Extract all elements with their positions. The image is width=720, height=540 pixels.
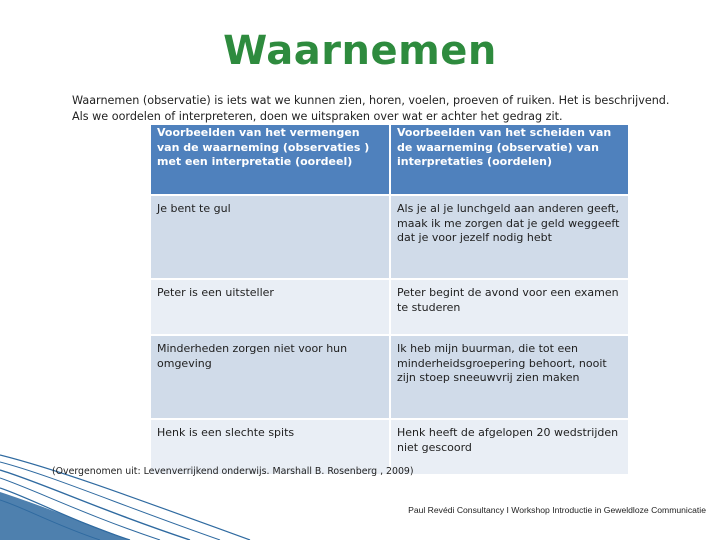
table-cell-evaluation: Henk is een slechte spits [150, 419, 390, 475]
slide-title: Waarnemen [223, 28, 497, 74]
table-cell-evaluation: Je bent te gul [150, 195, 390, 279]
table-row [150, 195, 629, 279]
intro-paragraph: Waarnemen (observatie) is iets wat we kunnen zien, horen, voelen, proeven of ruiken. Het is beschrijvend. Als we oordelen of interpreteren, doen we uitspraken over wat er achter het gedrag zit. [72, 94, 670, 123]
table-cell-evaluation: Minderheden zorgen niet voor hun omgeving [150, 335, 390, 419]
footer-credit: Paul Revédi Consultancy I Workshop Introductie in Geweldloze Communicatie [408, 505, 706, 515]
table-cell-observation: Ik heb mijn buurman, die tot een minderheidsgroepering behoort, nooit zijn stoep sneeuwvrij zien maken [390, 335, 629, 419]
table-header-row [150, 124, 629, 195]
header-separating-observation: Voorbeelden van het scheiden van de waarneming (observatie) van interpretaties (oordelen) [390, 124, 629, 195]
table-cell-evaluation: Peter is een uitsteller [150, 279, 390, 335]
table-row [150, 279, 629, 335]
table-cell-observation: Als je al je lunchgeld aan anderen geeft, maak ik me zorgen dat je geld weggeeft dat je voor jezelf nodig hebt [390, 195, 629, 279]
examples-table [149, 123, 630, 476]
table-row [150, 335, 629, 419]
source-citation: (Overgenomen uit: Levenverrijkend onderwijs. Marshall B. Rosenberg , 2009) [52, 466, 414, 477]
table-cell-observation: Peter begint de avond voor een examen te studeren [390, 279, 629, 335]
header-mixing-observation: Voorbeelden van het vermengen van de waarneming (observaties ) met een interpretatie (oordeel) [150, 124, 390, 195]
table-cell-observation: Henk heeft de afgelopen 20 wedstrijden niet gescoord [390, 419, 629, 475]
